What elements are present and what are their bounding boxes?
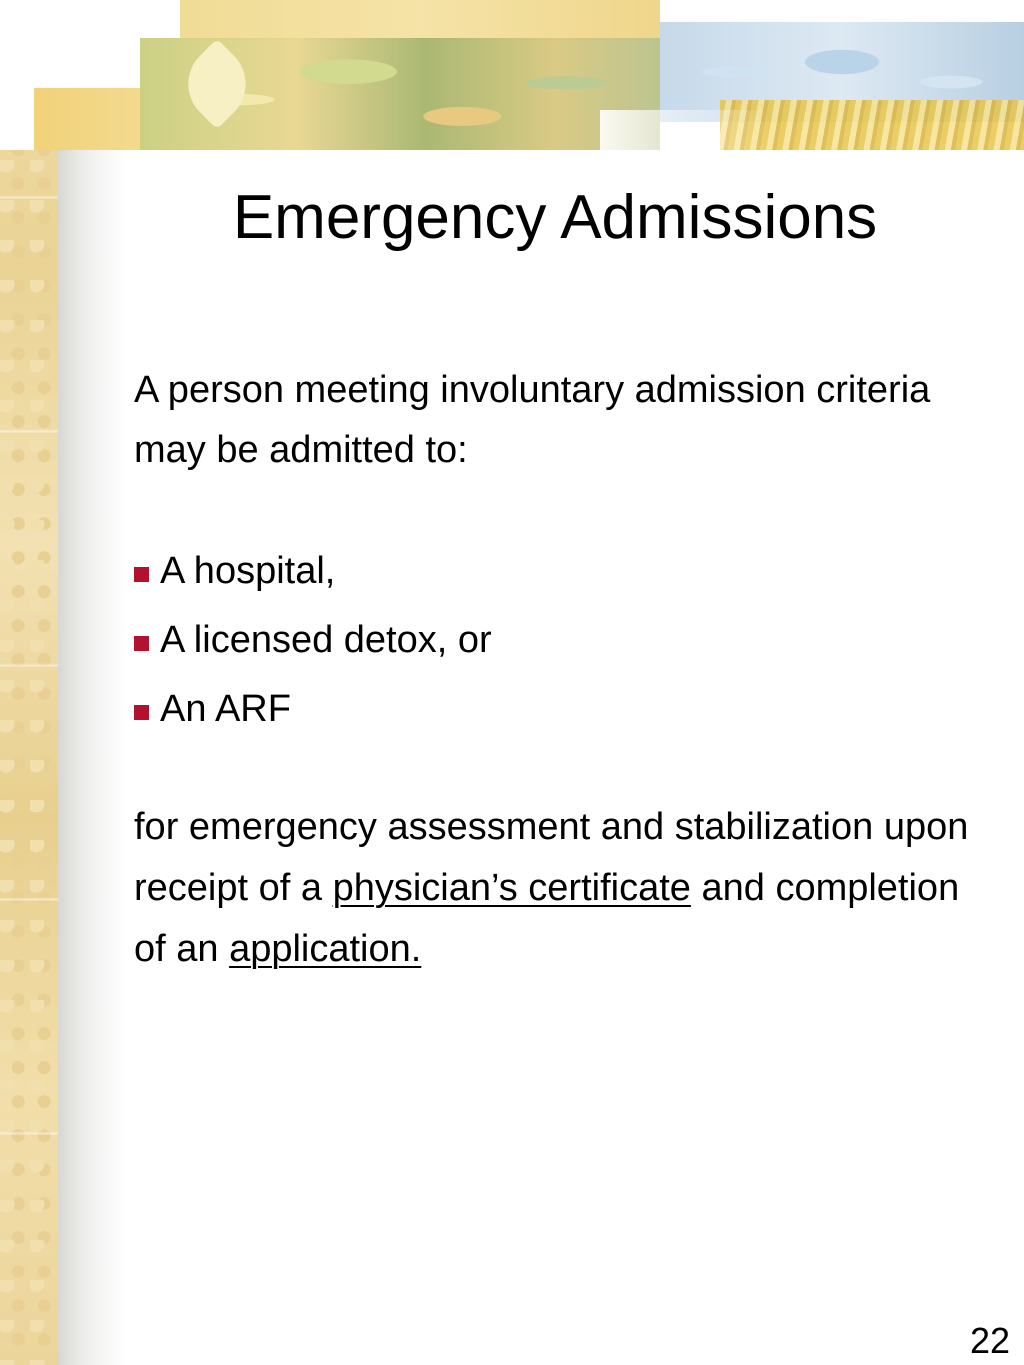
bullet-text: An ARF <box>160 687 291 730</box>
banner-yellow-block <box>34 88 144 150</box>
square-bullet-icon <box>134 705 149 720</box>
banner-top-stripe <box>180 0 660 40</box>
square-bullet-icon <box>134 567 149 582</box>
physicians-certificate-link[interactable]: physician’s certificate <box>332 867 691 909</box>
closing-text <box>134 797 984 980</box>
bullet-text: A hospital, <box>160 549 336 592</box>
top-banner <box>0 0 1024 150</box>
application-link[interactable]: application. <box>229 928 422 970</box>
slide-title: Emergency Admissions <box>232 183 878 252</box>
closing-part-1: for emergency assessment and stabilization upon receipt of a <box>134 806 969 909</box>
closing-part-2: and completion of an <box>134 867 960 970</box>
page-number: 22 <box>969 1320 1010 1361</box>
list-item <box>134 605 984 674</box>
bullet-text: A licensed detox, or <box>160 618 492 661</box>
list-item <box>134 536 984 605</box>
slide-body <box>134 360 984 980</box>
background-left-strip <box>0 0 58 1365</box>
background-left-shadow <box>58 150 128 1365</box>
square-bullet-icon <box>134 636 149 651</box>
list-item <box>134 674 984 743</box>
banner-fade <box>600 110 1024 150</box>
bullet-list <box>134 536 984 743</box>
intro-text: A person meeting involuntary admission criteria may be admitted to: <box>134 369 931 471</box>
